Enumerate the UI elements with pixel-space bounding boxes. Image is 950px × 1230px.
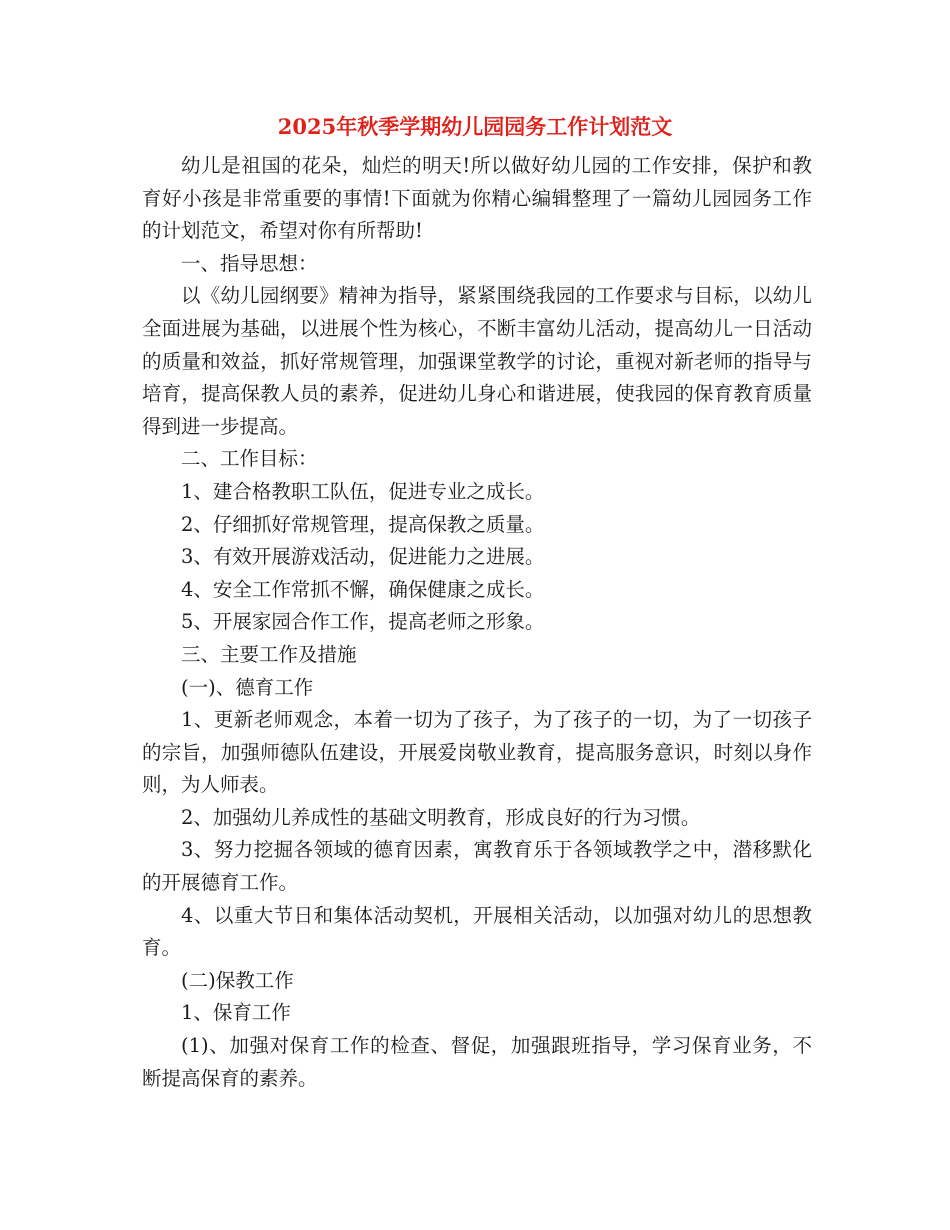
moral-education-item: 2、加强幼儿养成性的基础文明教育，形成良好的行为习惯。	[181, 805, 701, 829]
work-goal-item: 2、仔细抓好常规管理，提高保教之质量。	[181, 512, 545, 536]
work-goal-item: 1、建合格教职工队伍，促进专业之成长。	[181, 479, 545, 503]
guiding-thought-paragraph: 以《幼儿园纲要》精神为指导，紧紧围绕我园的工作要求与目标，以幼儿全面进展为基础，以进展个性为核心，不断丰富幼儿活动，提高幼儿一日活动的质量和效益，抓好常规管理，加强课堂教学的讨论，重视对新老师的指导与培育，提高保教人员的素养，促进幼儿身心和谐进展，使我园的保育教育质量得到进一步提高。	[142, 284, 812, 438]
document-title: 2025年秋季学期幼儿园园务工作计划范文	[277, 114, 673, 139]
moral-education-item: 3、努力挖掘各领域的德育因素，寓教育乐于各领域教学之中，潜移默化的开展德育工作。	[142, 838, 812, 895]
section-heading-work-goals: 二、工作目标：	[181, 447, 318, 471]
intro-paragraph: 幼儿是祖国的花朵，灿烂的明天!所以做好幼儿园的工作安排，保护和教育好小孩是非常重要的事情!下面就为你精心编辑整理了一篇幼儿园园务工作的计划范文，希望对你有所帮助!	[142, 154, 812, 243]
care-work-heading: 1、保育工作	[181, 1001, 291, 1025]
section-heading-main-work: 三、主要工作及措施	[181, 642, 357, 666]
subsection-heading-moral-education: (一)、德育工作	[181, 675, 314, 699]
work-goal-item: 4、安全工作常抓不懈，确保健康之成长。	[181, 577, 545, 601]
moral-education-item: 4、以重大节日和集体活动契机，开展相关活动，以加强对幼儿的思想教育。	[142, 903, 812, 960]
subsection-heading-care-education: (二)保教工作	[181, 968, 294, 992]
work-goal-item: 5、开展家园合作工作，提高老师之形象。	[181, 610, 545, 634]
care-work-item: (1)、加强对保育工作的检查、督促，加强跟班指导，学习保育业务，不断提高保育的素养。	[142, 1034, 812, 1090]
moral-education-item: 1、更新老师观念，本着一切为了孩子，为了孩子的一切，为了一切孩子的宗旨，加强师德队伍建设，开展爱岗敬业教育，提高服务意识，时刻以身作则，为人师表。	[142, 708, 812, 797]
work-goal-item: 3、有效开展游戏活动，促进能力之进展。	[181, 545, 545, 569]
document-body	[142, 150, 812, 1095]
section-heading-guiding-thought: 一、指导思想：	[181, 251, 318, 275]
